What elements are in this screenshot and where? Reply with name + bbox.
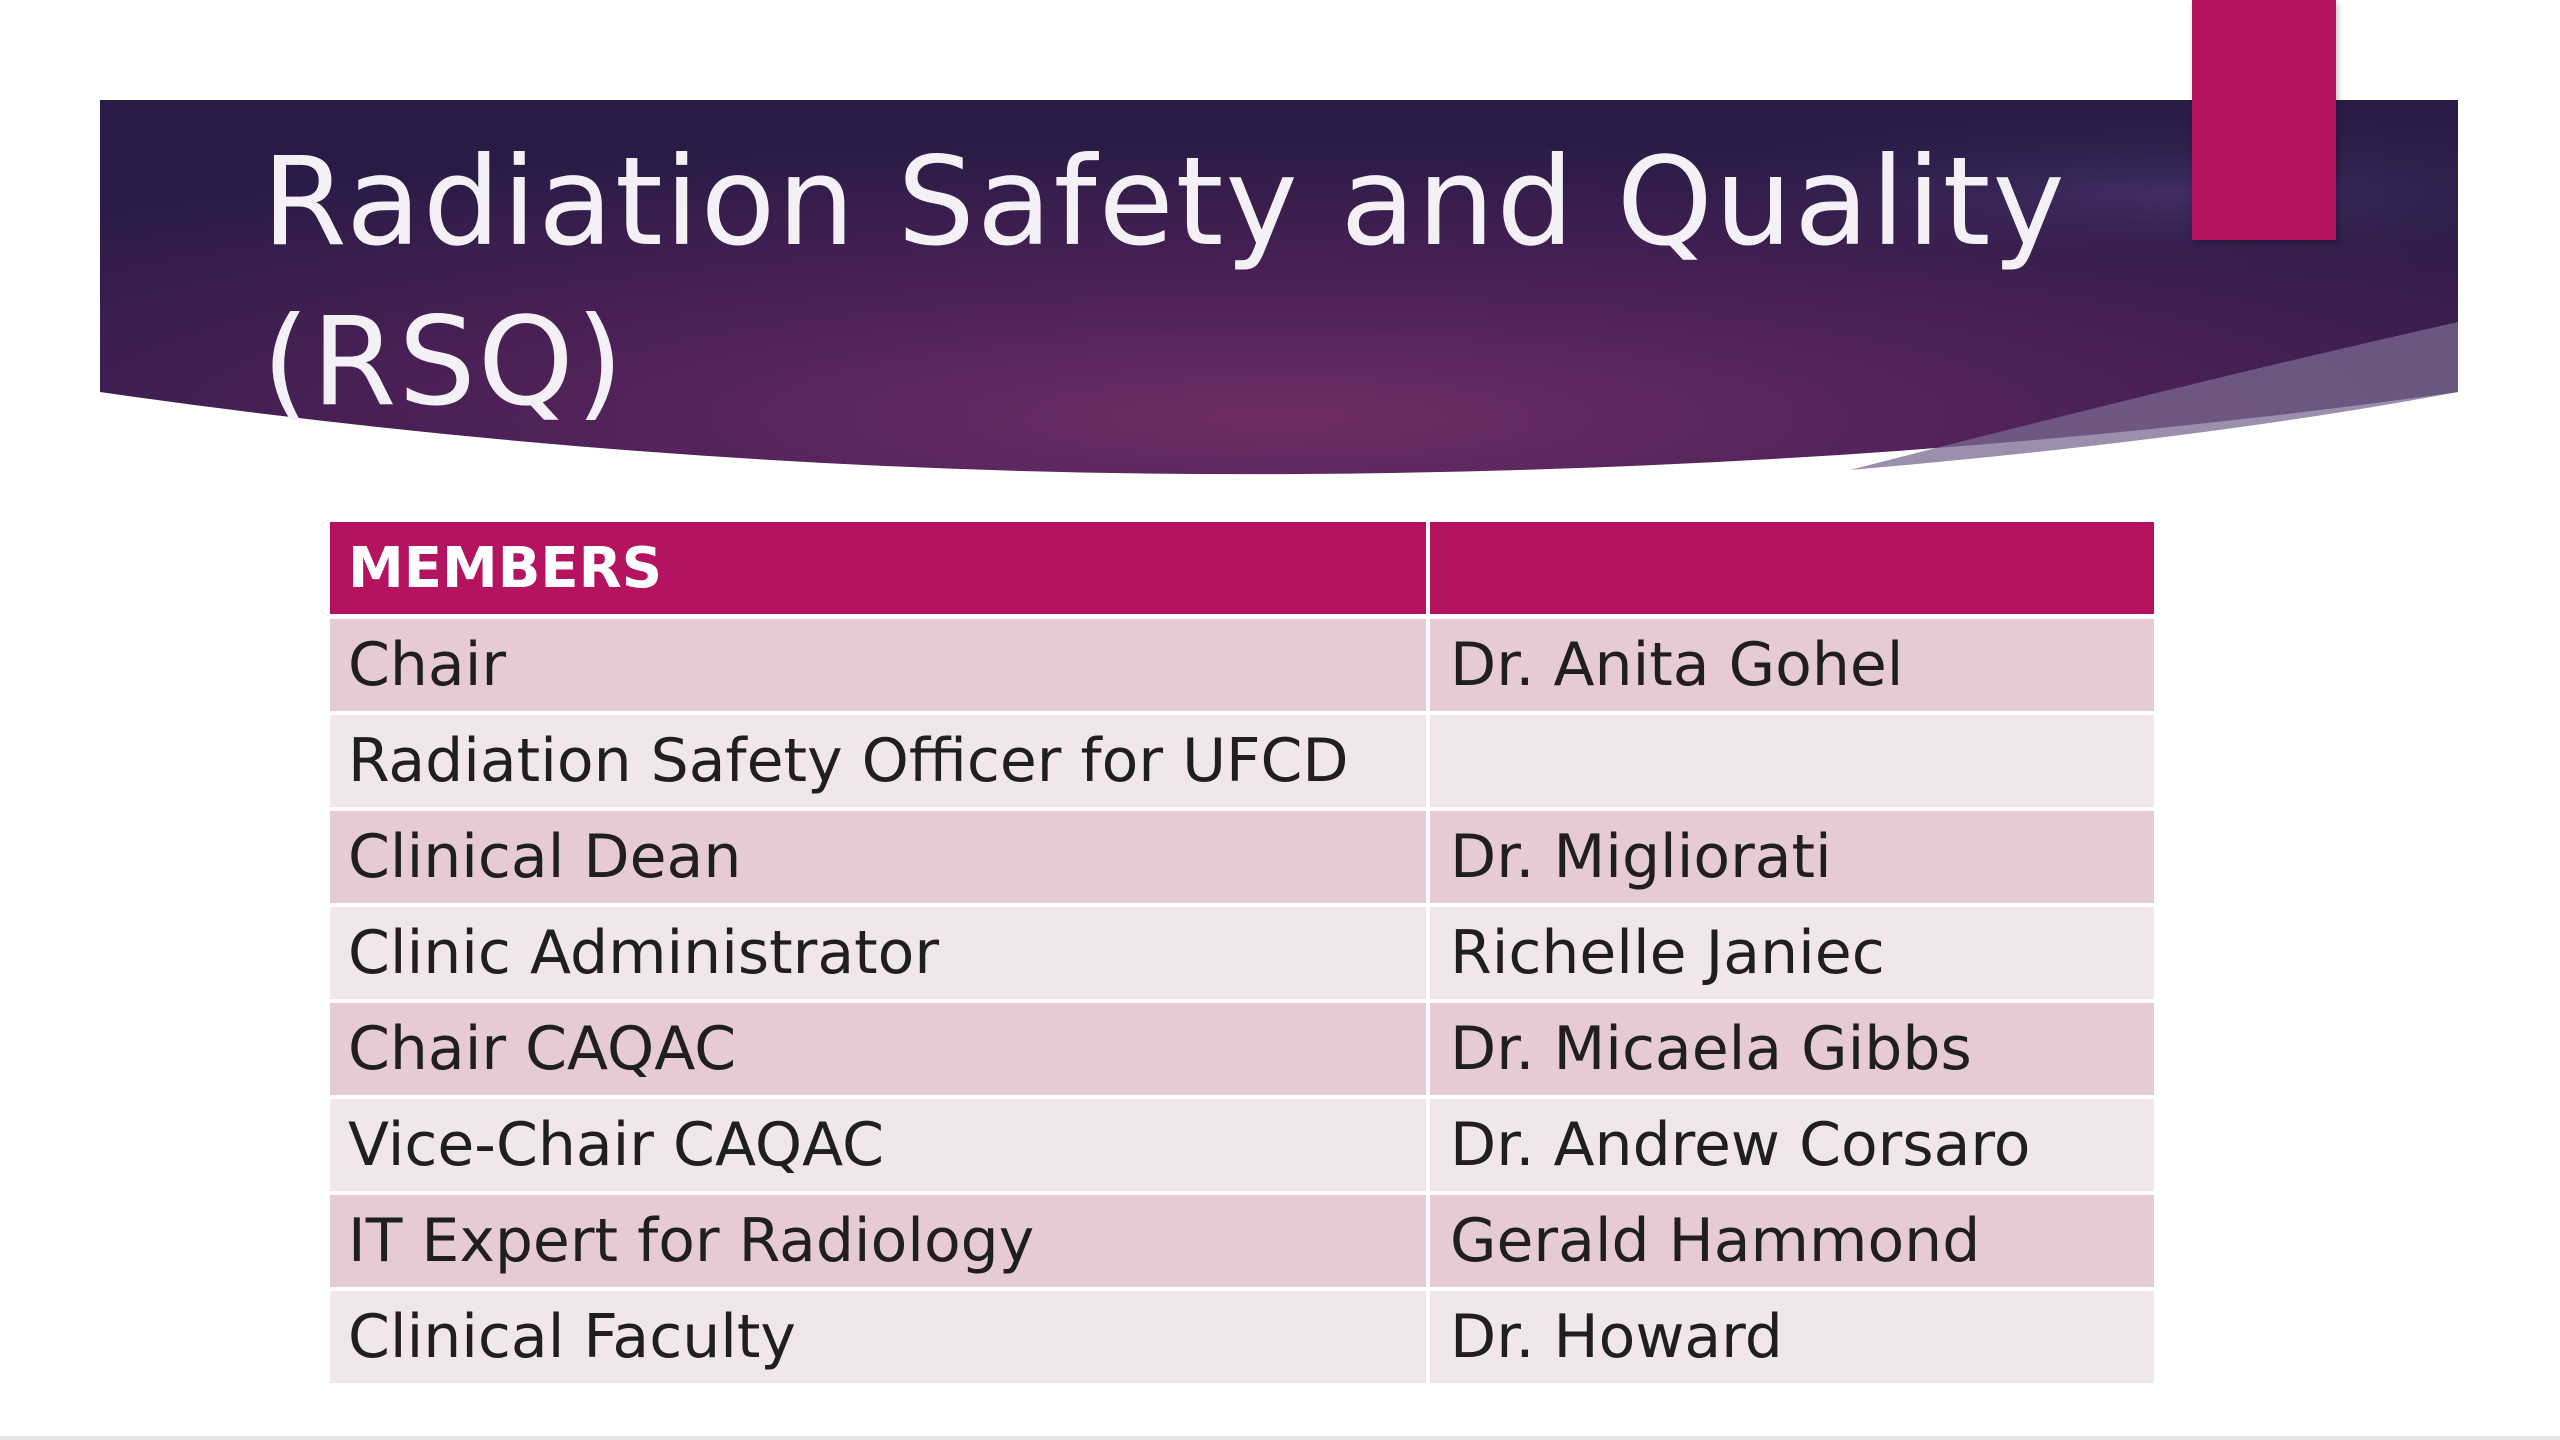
- slide-title: Radiation Safety and Quality (RSQ): [262, 131, 2067, 433]
- accent-tab: [2192, 0, 2336, 240]
- name-cell: Dr. Anita Gohel: [1428, 617, 2154, 714]
- members-table: [330, 522, 2154, 1387]
- table-row: [330, 713, 2154, 809]
- header-members: MEMBERS: [330, 522, 1428, 617]
- table-row: [330, 1001, 2154, 1097]
- bottom-divider: [0, 1436, 2560, 1440]
- header-name: [1428, 522, 2154, 617]
- table-header-row: [330, 522, 2154, 617]
- role-cell: Clinic Administrator: [330, 905, 1428, 1001]
- role-cell: Clinical Dean: [330, 809, 1428, 905]
- name-cell: Richelle Janiec: [1428, 905, 2154, 1001]
- table-row: [330, 1289, 2154, 1385]
- name-cell: Gerald Hammond: [1428, 1193, 2154, 1289]
- role-cell: Vice-Chair CAQAC: [330, 1097, 1428, 1193]
- role-cell: Chair CAQAC: [330, 1001, 1428, 1097]
- role-cell: Clinical Faculty: [330, 1289, 1428, 1385]
- table-row: [330, 1193, 2154, 1289]
- role-cell: Chair: [330, 617, 1428, 714]
- name-cell: Dr. Micaela Gibbs: [1428, 1001, 2154, 1097]
- table-row: [330, 1097, 2154, 1193]
- table-row: [330, 617, 2154, 714]
- role-cell: Radiation Safety Officer for UFCD: [330, 713, 1428, 809]
- table-row: [330, 809, 2154, 905]
- name-cell: [1428, 713, 2154, 809]
- name-cell: Dr. Andrew Corsaro: [1428, 1097, 2154, 1193]
- name-cell: Dr. Howard: [1428, 1289, 2154, 1385]
- role-cell: IT Expert for Radiology: [330, 1193, 1428, 1289]
- table-row: [330, 905, 2154, 1001]
- name-cell: Dr. Migliorati: [1428, 809, 2154, 905]
